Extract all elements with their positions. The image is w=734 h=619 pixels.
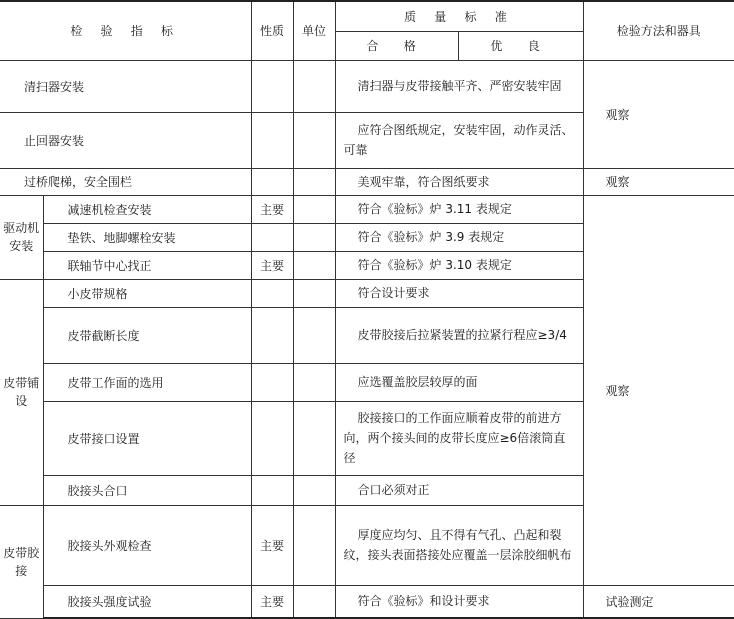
standard-cell: 胶接接口的工作面应顺着皮带的前进方向，两个接头间的皮带长度应≥6倍滚筒直径 [335, 401, 583, 475]
item-cell: 垫铁、地脚螺栓安装 [43, 223, 251, 251]
standard-cell: 应符合图纸规定，安装牢固，动作灵活、可靠 [335, 112, 583, 168]
nature-cell [251, 112, 293, 168]
nature-cell [251, 307, 293, 363]
item-cell: 过桥爬梯，安全围栏 [0, 168, 251, 195]
nature-cell [251, 475, 293, 505]
unit-cell [293, 307, 335, 363]
standard-cell: 美观牢靠，符合图纸要求 [335, 168, 583, 195]
group-label: 皮带铺设 [0, 279, 43, 505]
nature-cell: 主要 [251, 585, 293, 618]
item-cell: 胶接头强度试验 [43, 585, 251, 618]
item-cell: 皮带截断长度 [43, 307, 251, 363]
header-nature: 性质 [251, 1, 293, 60]
item-cell: 皮带接口设置 [43, 401, 251, 475]
unit-cell [293, 363, 335, 401]
unit-cell [293, 585, 335, 618]
header-method: 检验方法和器具 [583, 1, 734, 60]
method-cell: 试验测定 [583, 585, 734, 618]
standard-cell: 厚度应均匀、且不得有气孔、凸起和裂纹，接头表面搭接处应覆盖一层涂胶细帆布 [335, 505, 583, 585]
header-quality: 质 量 标 准 [335, 1, 583, 31]
standard-cell: 符合《验标》炉 3.9 表规定 [335, 223, 583, 251]
header-row [0, 1, 734, 31]
nature-cell [251, 279, 293, 307]
nature-cell: 主要 [251, 251, 293, 279]
item-cell: 止回器安装 [0, 112, 251, 168]
header-excellent: 优 良 [458, 31, 583, 60]
table-row [0, 585, 734, 618]
unit-cell [293, 251, 335, 279]
standard-cell: 合口必须对正 [335, 475, 583, 505]
nature-cell: 主要 [251, 195, 293, 223]
item-cell: 减速机检查安装 [43, 195, 251, 223]
standard-cell: 符合《验标》和设计要求 [335, 585, 583, 618]
standard-cell: 符合《验标》炉 3.11 表规定 [335, 195, 583, 223]
nature-cell [251, 401, 293, 475]
unit-cell [293, 195, 335, 223]
item-cell: 胶接头合口 [43, 475, 251, 505]
item-cell: 清扫器安装 [0, 60, 251, 112]
header-unit: 单位 [293, 1, 335, 60]
standard-cell: 皮带胶接后拉紧装置的拉紧行程应≥3/4 [335, 307, 583, 363]
nature-cell [251, 60, 293, 112]
unit-cell [293, 279, 335, 307]
item-cell: 联轴节中心找正 [43, 251, 251, 279]
unit-cell [293, 168, 335, 195]
item-cell: 胶接头外观检查 [43, 505, 251, 585]
method-cell: 观察 [583, 195, 734, 585]
table-row [0, 60, 734, 112]
nature-cell [251, 223, 293, 251]
group-label: 皮带胶接 [0, 505, 43, 618]
table-row [0, 168, 734, 195]
unit-cell [293, 475, 335, 505]
unit-cell [293, 223, 335, 251]
header-qualified: 合 格 [335, 31, 458, 60]
unit-cell [293, 60, 335, 112]
standard-cell: 应选覆盖胶层较厚的面 [335, 363, 583, 401]
standard-cell: 符合设计要求 [335, 279, 583, 307]
unit-cell [293, 401, 335, 475]
unit-cell [293, 112, 335, 168]
method-cell: 观察 [583, 60, 734, 168]
item-cell: 小皮带规格 [43, 279, 251, 307]
header-item: 检 验 指 标 [0, 1, 251, 60]
standard-cell: 符合《验标》炉 3.10 表规定 [335, 251, 583, 279]
table-row [0, 195, 734, 223]
item-cell: 皮带工作面的选用 [43, 363, 251, 401]
standard-cell: 清扫器与皮带接触平齐、严密安装牢固 [335, 60, 583, 112]
nature-cell [251, 168, 293, 195]
nature-cell [251, 363, 293, 401]
method-cell: 观察 [583, 168, 734, 195]
unit-cell [293, 505, 335, 585]
nature-cell: 主要 [251, 505, 293, 585]
group-label: 驱动机安装 [0, 195, 43, 279]
